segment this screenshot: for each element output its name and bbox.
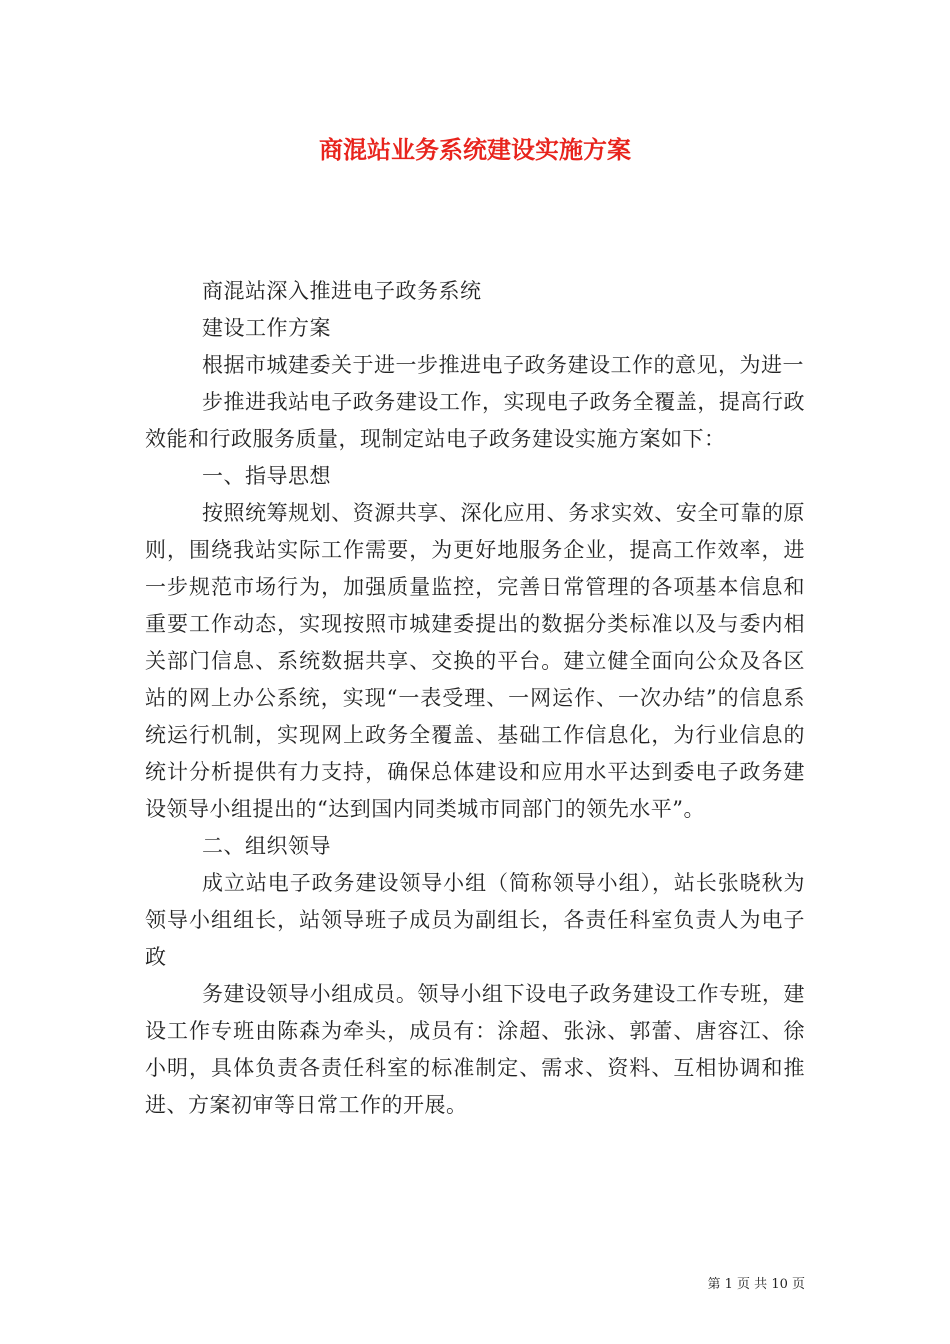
section-heading: 二、组织领导 — [202, 834, 331, 858]
section-heading: 一、指导思想 — [202, 464, 331, 488]
paragraph: 按照统筹规划、资源共享、深化应用、务求实效、安全可靠的原则，围绕我站实际工作需要，为更好地服务企业，提高工作效率，进一步规范市场行为，加强质量监控，完善日常管理的各项基本信息和重要工作动态，实现按照市城建委提出的数据分类标准以及与委内相关部门信息、系统数据共享、交换的平台。建立健全面向公众及各区站的网上办公系统，实现“一表受理、一网运作、一次办结”的信息系统运行机制，实现网上政务全覆盖、基础工作信息化，为行业信息的统计分析提供有力支持，确保总体建设和应用水平达到委电子政务建设领导小组提出的“达到国内同类城市同部门的领先水平”。 — [145, 501, 805, 821]
paragraph: 商混站深入推进电子政务系统 — [202, 279, 482, 303]
paragraph: 务建设领导小组成员。领导小组下设电子政务建设工作专班，建设工作专班由陈森为牵头，成员有：涂超、张泳、郭蕾、唐容江、徐小明，具体负责各责任科室的标准制定、需求、资料、互相协调和推进、方案初审等日常工作的开展。 — [145, 982, 805, 1117]
page-number-footer: 第 1 页 共 10 页 — [707, 1277, 805, 1292]
paragraph: 建设工作方案 — [202, 316, 331, 340]
paragraph: 根据市城建委关于进一步推进电子政务建设工作的意见，为进一 — [202, 353, 804, 377]
paragraph: 成立站电子政务建设领导小组（简称领导小组），站长张晓秋为领导小组组长，站领导班子成员为副组长，各责任科室负责人为电子政 — [145, 871, 805, 969]
paragraph: 步推进我站电子政务建设工作，实现电子政务全覆盖，提高行政效能和行政服务质量，现制定站电子政务建设实施方案如下： — [145, 390, 805, 451]
document-title: 商混站业务系统建设实施方案 — [319, 136, 631, 164]
document-body — [145, 273, 805, 1124]
